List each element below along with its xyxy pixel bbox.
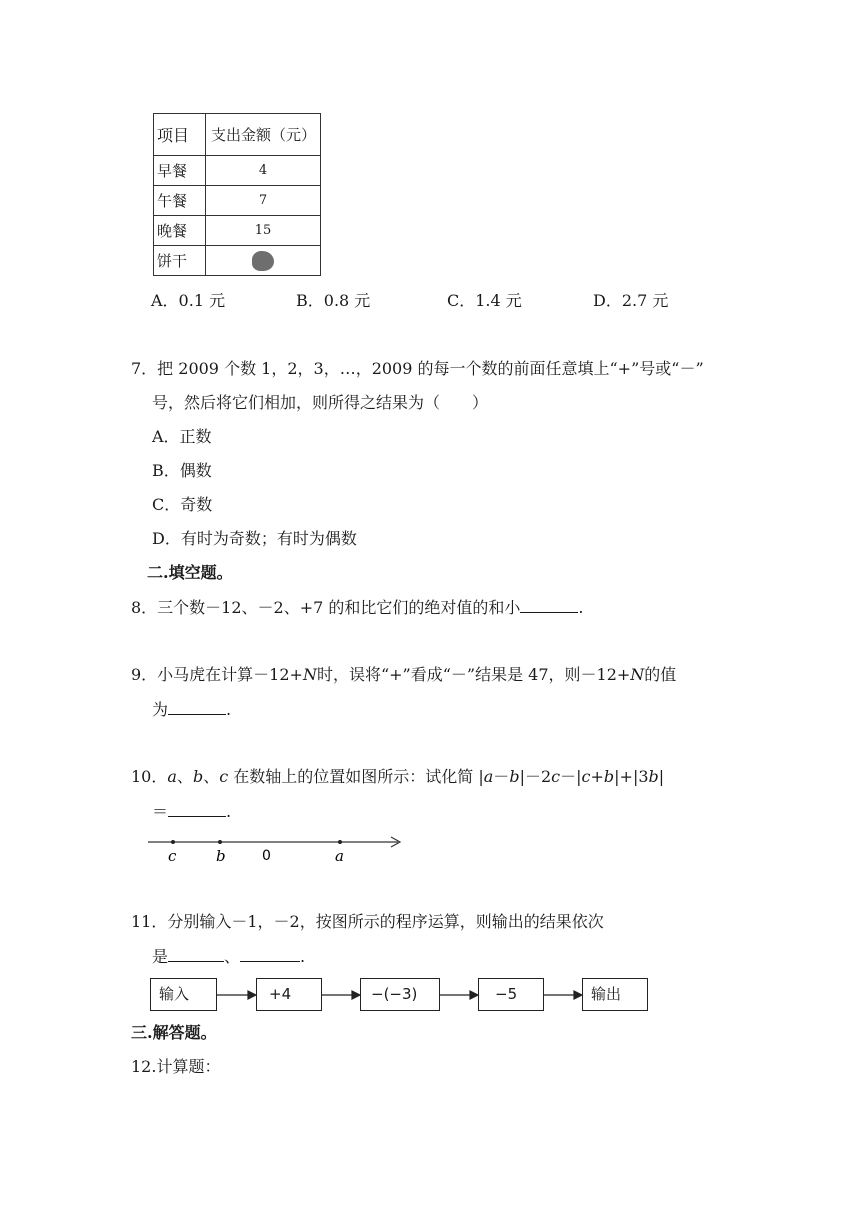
q10-var-c: c [219, 767, 229, 786]
flow-plus4-box: +4 [256, 978, 322, 1011]
q8-text [131, 597, 584, 618]
q9-variable-n: N [302, 665, 317, 684]
label-a: a [335, 847, 344, 864]
q9-text-d: 为 [152, 700, 169, 719]
flow-arrows [217, 988, 657, 1002]
flow-minus-neg3-box: −(−3) [360, 978, 440, 1011]
q10-var-a: a [167, 767, 177, 786]
q9-text-b: 时，误将“+”看成“－”结果是 47，则－12+ [316, 665, 631, 684]
point-c [171, 840, 175, 844]
q11-period: . [300, 947, 306, 966]
q10-tail-minus: － [493, 767, 510, 786]
q10-answer-blank [168, 801, 226, 817]
q9-line2 [152, 699, 231, 720]
q10-sep: 、 [203, 767, 220, 786]
section-2-title: 二.填空题。 [147, 563, 233, 582]
table-row [154, 186, 321, 216]
q10-line2 [152, 801, 231, 822]
q6-option-b: B．0.8 元 [296, 291, 371, 310]
q8-question: 8．三个数－12、－2、+7 的和比它们的绝对值的和小 [131, 598, 521, 617]
q10-line1 [131, 767, 664, 787]
number-line-figure [146, 830, 408, 864]
table-row [154, 246, 321, 276]
q9-variable-n2: N [630, 665, 645, 684]
table-cell-item: 午餐 [154, 186, 206, 216]
table-row [154, 216, 321, 246]
table-cell-item: 早餐 [154, 156, 206, 186]
q8-period: . [578, 598, 584, 617]
point-b [218, 840, 222, 844]
q11-answer-blank-2 [240, 946, 300, 962]
table-cell-item: 饼干 [154, 246, 206, 276]
table-cell-amount: 15 [206, 216, 321, 246]
q7-option-c: C．奇数 [152, 495, 213, 514]
table-header-item: 项目 [154, 114, 206, 156]
label-c: c [168, 847, 177, 864]
q10-period: . [226, 802, 232, 821]
table-row [154, 156, 321, 186]
q7-line2: 号，然后将它们相加，则所得之结果为（ ） [152, 393, 489, 412]
table-cell-amount: 4 [206, 156, 321, 186]
label-b: b [216, 847, 226, 864]
point-a [338, 840, 342, 844]
q7-line1: 7．把 2009 个数 1，2，3，…，2009 的每一个数的前面任意填上“+”号或“－” [131, 359, 704, 378]
q11-line1: 11．分别输入－1，－2，按图所示的程序运算，则输出的结果依次 [131, 912, 604, 931]
q6-option-a: A．0.1 元 [151, 291, 226, 310]
q11-line2 [152, 946, 305, 967]
q12-title: 12.计算题： [131, 1057, 221, 1076]
q7-option-d: D．有时为奇数；有时为偶数 [152, 529, 357, 548]
q8-answer-blank [520, 597, 578, 613]
table-cell-item: 晚餐 [154, 216, 206, 246]
q10-var-b: b [192, 767, 204, 786]
q9-period: . [226, 700, 232, 719]
q10-tail: |－2c－|c+b|+|3b| [519, 767, 665, 786]
q10-equals: ＝ [152, 802, 169, 821]
q6-option-d: D．2.7 元 [593, 291, 669, 310]
q10-mid: 在数轴上的位置如图所示：试化简 | [228, 767, 484, 786]
table-header-amount: 支出金额（元） [206, 114, 321, 156]
q10-number: 10． [131, 767, 168, 786]
q9-text-c: 的值 [644, 665, 677, 684]
table-cell-amount-hidden [206, 246, 321, 276]
flow-output-box: 输出 [582, 978, 648, 1011]
flow-minus5-box: −5 [478, 978, 544, 1011]
q7-option-b: B．偶数 [152, 461, 212, 480]
table-cell-amount: 7 [206, 186, 321, 216]
q11-sep: 、 [224, 947, 241, 966]
q9-line1 [131, 665, 676, 685]
q9-answer-blank [168, 699, 226, 715]
section-3-title: 三.解答题。 [131, 1023, 217, 1042]
q11-answer-blank-1 [168, 946, 224, 962]
expense-table [153, 113, 321, 276]
q9-text-a: 9．小马虎在计算－12+ [131, 665, 303, 684]
flow-input-box: 输入 [150, 978, 217, 1011]
label-zero: 0 [262, 848, 271, 864]
q7-option-a: A．正数 [152, 427, 212, 446]
q11-text: 是 [152, 947, 169, 966]
q10-tail-b: b [509, 767, 520, 786]
q10-sep: 、 [176, 767, 193, 786]
q6-option-c: C．1.4 元 [447, 291, 522, 310]
ink-blot-icon [252, 251, 274, 271]
table-header-row [154, 114, 321, 156]
q10-tail-a: a [483, 767, 494, 786]
